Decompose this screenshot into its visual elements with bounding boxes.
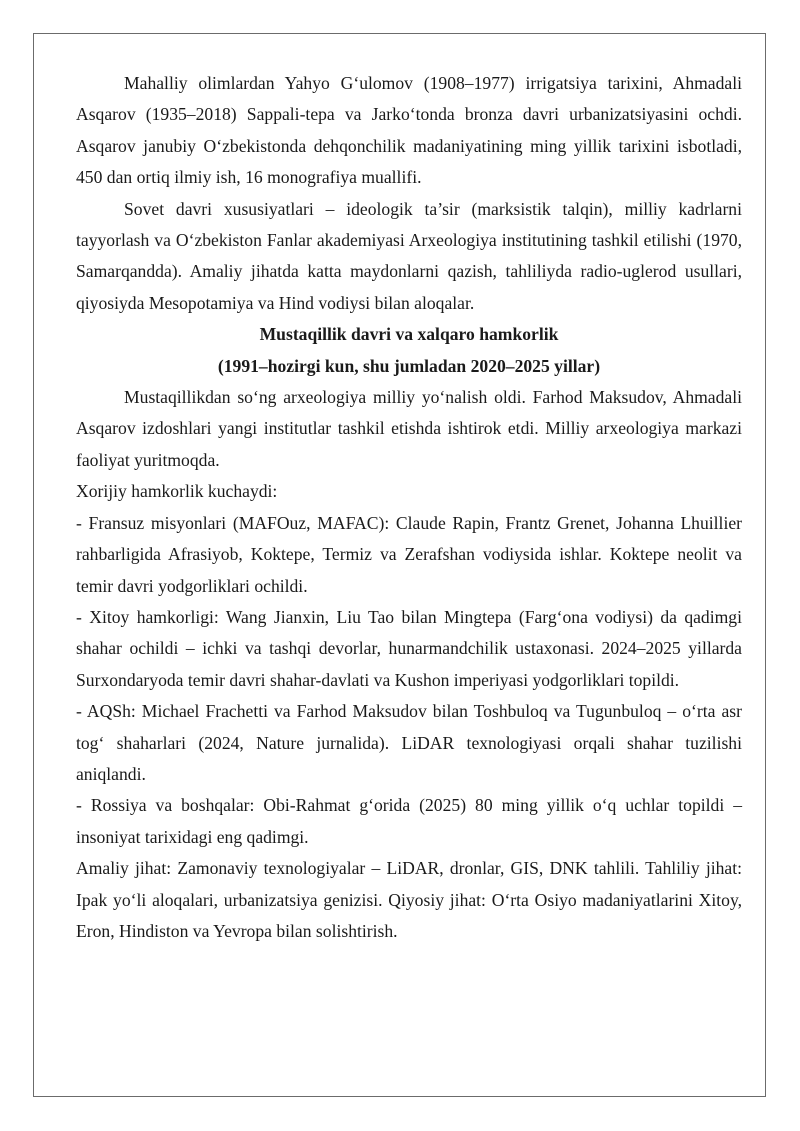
paragraph-soviet-era: Sovet davri xususiyatlari – ideologik ta’sir (marksistik talqin), milliy kadrlarni tayyorlash va O‘zbekiston Fanlar akademiyasi Arxeologiya institutining tashkil etilishi (1970, Samarqandda). Amaliy jihatda katta maydonlarni qazish, tahliliyda radio-uglerod usullari, qiyosiyda Mesopotamiya va Hind vodiysi bilan aloqalar. (76, 198, 742, 313)
document-body (76, 68, 742, 947)
list-item-french-missions: - Fransuz misyonlari (MAFOuz, MAFAC): Claude Rapin, Frantz Grenet, Johanna Lhuillier rahbarligida Afrasiyob, Koktepe, Termiz va Zerafshan vodiysida ishlar. Koktepe neolit va temir davri yodgorliklari ochildi. (76, 512, 742, 596)
paragraph-foreign-cooperation-intro: Xorijiy hamkorlik kuchaydi: (76, 481, 278, 502)
list-item-russia-cooperation: - Rossiya va boshqalar: Obi-Rahmat g‘orida (2025) 80 ming yillik o‘q uchlar topildi – insoniyat tarixidagi eng qadimgi. (76, 795, 742, 847)
paragraph-local-scholars: Mahalliy olimlardan Yahyo G‘ulomov (1908–1977) irrigatsiya tarixini, Ahmadali Asqarov (1935–2018) Sappali-tepa va Jarko‘tonda bronza davri urbanizatsiyasini ochdi. Asqarov janubiy O‘zbekistonda dehqonchilik madaniyatining ming yillik tarixini isbotladi, 450 dan ortiq ilmiy ish, 16 monografiya muallifi. (76, 73, 742, 188)
section-heading: Mustaqillik davri va xalqaro hamkorlik (259, 324, 559, 345)
list-item-china-cooperation: - Xitoy hamkorligi: Wang Jianxin, Liu Tao bilan Mingtepa (Farg‘ona vodiysi) da qadimgi shahar ochildi – ichki va tashqi devorlar, hunarmandchilik ustaxonasi. 2024–2025 yillarda Surxondaryoda temir davri shahar-davlati va Kushon imperiyasi yodgorliklari topildi. (76, 606, 742, 690)
paragraph-independence: Mustaqillikdan so‘ng arxeologiya milliy yo‘nalish oldi. Farhod Maksudov, Ahmadali Asqarov izdoshlari yangi institutlar tashkil etishda ishtirok etdi. Milliy arxeologiya markazi faoliyat yuritmoqda. (76, 387, 742, 470)
list-item-usa-cooperation: - AQSh: Michael Frachetti va Farhod Maksudov bilan Toshbuloq va Tugunbuloq – o‘rta asr tog‘ shaharlari (2024, Nature jurnalida). LiDAR texnologiyasi orqali shahar tuzilishi aniqlandi. (76, 701, 742, 784)
paragraph-aspects-summary: Amaliy jihat: Zamonaviy texnologiyalar – LiDAR, dronlar, GIS, DNK tahlili. Tahliliy jihat: Ipak yo‘li aloqalari, urbanizatsiya genizisi. Qiyosiy jihat: O‘rta Osiyo madaniyatlarini Xitoy, Eron, Hindiston va Yevropa bilan solishtirish. (76, 858, 742, 941)
section-subheading: (1991–hozirgi kun, shu jumladan 2020–2025 yillar) (217, 355, 601, 376)
